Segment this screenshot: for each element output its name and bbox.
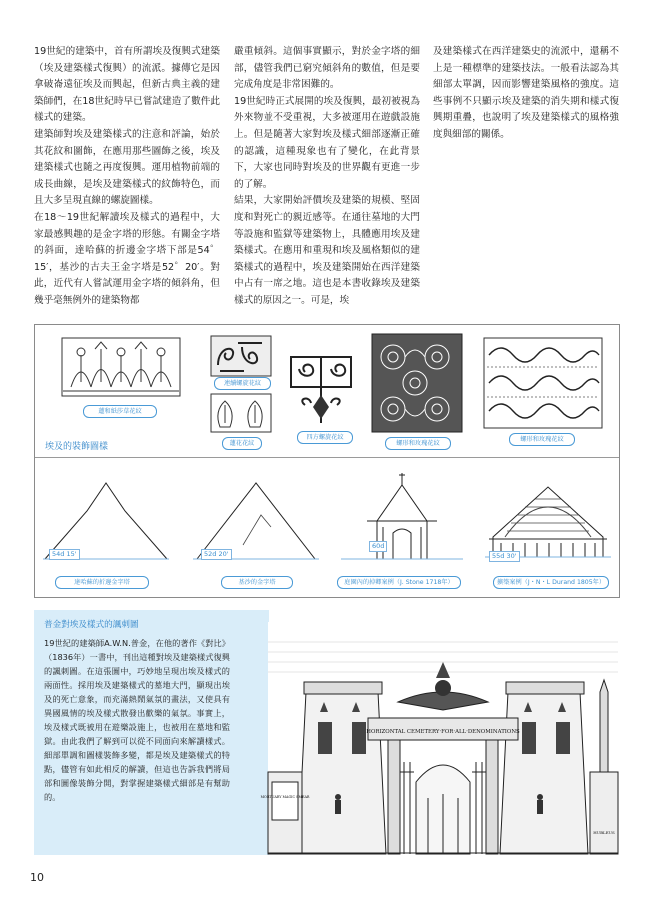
cemetery-chapel-section	[337, 467, 467, 565]
rosette-spiral-label: 螺形和玫瑰花紋	[385, 437, 451, 450]
left-poster: MORTUARY MAGIC SMEAR	[260, 795, 310, 799]
pugin-satire-engraving	[260, 622, 618, 854]
figure-divider	[35, 457, 619, 458]
double-spiral-label: 連續螺旋花紋	[214, 377, 271, 390]
durand-angle: 55d 30'	[489, 551, 520, 562]
cemetery-label: 庭園內的掉卿案例（J. Stone 1718年）	[337, 576, 461, 589]
wave-rosette-ornament	[483, 337, 603, 429]
body-column-2	[234, 44, 420, 310]
pugin-sidebar	[34, 610, 269, 855]
paragraph: 在18～19世紀解讀埃及樣式的過程中，大家最感興趣的是金字塔的形態。有關金字塔的斜面，達哈蘇的折邊金字塔下部是54゜15′，基沙的古夫王金字塔是52゜20′。對此，近代有人嘗試運用金字塔的傾斜角，但幾乎毫無例外的建築物都	[34, 211, 220, 306]
sidebar-title: 普金對埃及樣式的諷刺圖	[44, 620, 139, 630]
gate-inscription: HORIZONTAL CEMETERY·FOR·ALL·DENOMINATIONS	[366, 729, 520, 735]
four-spiral-label: 四方螺旋花紋	[297, 431, 353, 444]
giza-angle: 52d 20'	[201, 549, 232, 560]
body-column-1	[34, 44, 220, 310]
paragraph: 19世紀的建築中，首有所謂埃及復興式建築（埃及建築樣式復興）的流派。據傳它是因拿破崙遠征埃及而興起，但新古典主義的建築師們，在18世紀時早已嘗試建造了數件此樣式的建築。	[34, 46, 220, 124]
wave-rosette-label: 螺形和玫瑰花紋	[509, 433, 575, 446]
lotus-bud-label: 蓮花花紋	[222, 437, 262, 450]
durand-label: 擴築案例（J・N・L Durand 1805年）	[493, 576, 609, 589]
body-column-3	[433, 44, 619, 144]
page-number: 10	[30, 871, 44, 884]
paragraph: 及建築樣式在西洋建築史的流派中，還稱不上是一種標準的建築技法。一般看法認為其細部太單調，因而影響建築風格的強度。這些事例不只顯示埃及建築的消失期和樣式復興期重疊，也說明了埃及建築樣式的風格強度與細部的關係。	[433, 46, 619, 140]
dahshur-label: 達哈蘇的折邊金字塔	[55, 576, 149, 589]
figure-title: 埃及的裝飾圖樣	[45, 442, 109, 452]
lotus-bud-ornament	[210, 393, 272, 433]
lotus-papyrus-ornament	[61, 337, 181, 397]
sidebar-text: 19世紀的建築師A.W.N.普金，在他的著作《對比》（1836年）一書中，刊出這種對埃及建築樣式復興的諷刺圖。在這張圖中，巧妙地呈現出埃及樣式的兩面性。採用埃及建築樣式的墓地大門，顯現出埃及的死亡意象，而充滿熱鬧氣氛的畫法，又使具有異國風情的埃及樣式散發出歡樂的氣氛。事實上，埃及樣式既被用在遊樂設施上，也被用在墓地和監獄。由此我們了解到可以從不同面向來解讀樣式。細部單調和圖樣裝飾多變，都是埃及建築樣式的特點，儘管有如此相反的解讀，但這也告訴我們將局部和圖像裝飾分開，對掌握建築樣式細部是有幫助的。	[44, 638, 230, 802]
lotus-label: 蓮和紙莎草花紋	[83, 405, 157, 418]
egyptian-ornament-figure	[34, 324, 620, 598]
right-poster: HUBLEUS	[593, 830, 615, 835]
cemetery-angle: 60d	[369, 541, 387, 552]
paragraph: 結果，大家開始評價埃及建築的規模、堅固度和對死亡的親近感等。在通往墓地的大門等設施和監獄等建築物上，具體應用埃及建築樣式。在應用和重現和埃及風格類似的建築樣式的過程中，埃及建築開始在西洋建築中占有一席之地。這也是本書收錄埃及建築樣式的原因之一。可是，埃	[234, 195, 420, 306]
double-spiral-ornament	[210, 335, 272, 377]
paragraph: 嚴重傾斜。這個事實顯示，對於金字塔的細部，儘管我們已窮究傾斜角的數值，但是要完成角度是非常困難的。	[234, 46, 420, 91]
paragraph: 19世紀時正式展開的埃及復興，最初被視為外來物並不受重視，大多被運用在遊戲設施上。但是隨著大家對埃及樣式細部逐漸正確的認識，這種現象也有了變化，在此背景下，大家也同時對埃及的世界觀有更進一步的了解。	[234, 95, 420, 190]
four-spiral-ornament	[285, 337, 357, 429]
dahshur-angle: 54d 15'	[49, 549, 80, 560]
paragraph: 建築師對埃及建築樣式的注意和評論，始於其花紋和圖飾，在應用那些圖飾之後，埃及建築樣式也隨之再度復興。運用植物前端的成長曲線，是埃及建築樣式的紋飾特色，而且大多呈現直線的螺旋圖樣。	[34, 128, 220, 207]
rosette-spiral-ornament	[371, 333, 463, 433]
giza-label: 基沙的金字塔	[221, 576, 293, 589]
